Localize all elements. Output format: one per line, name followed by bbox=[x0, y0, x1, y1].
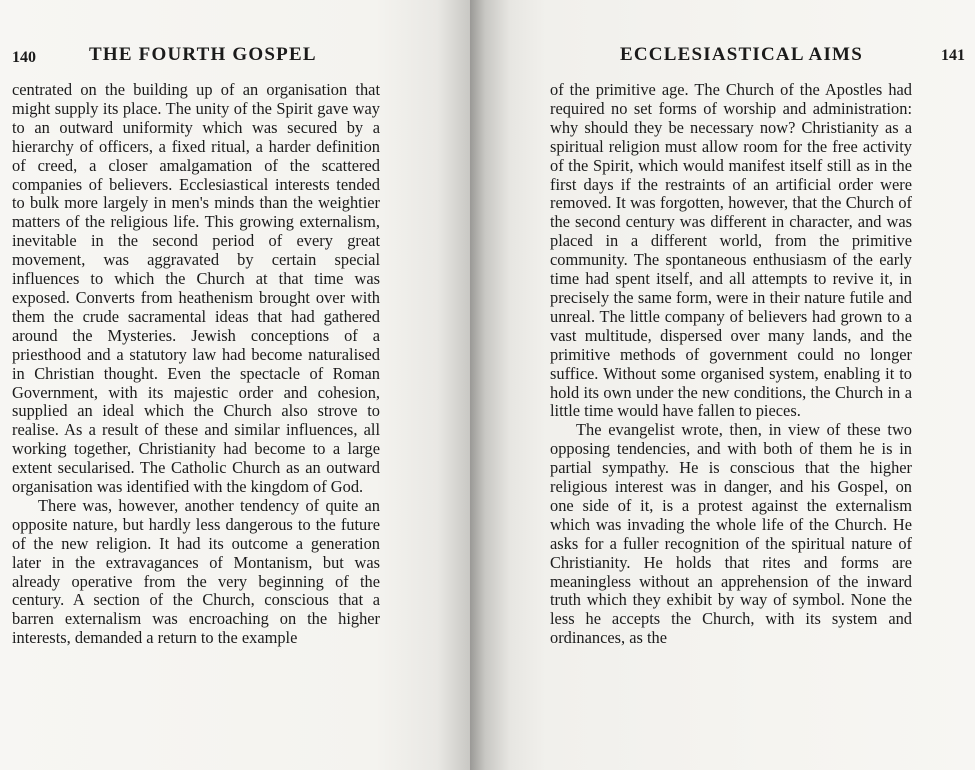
right-paragraph: The evangelist wrote, then, in view of these two opposing tendencies, and with both of them he is in partial sympathy. He is conscious that the higher religious interest was in danger, and his Gospel, on one side of it, is a protest against the externalism which was invading the whole life of the Church. He asks for a fuller recognition of the spiritual nature of Christianity. He holds that rites and forms are meaningless without an apprehension of the inward truth which they exhibit by way of symbol. None the less he accepts the Church, with its system and ordinances, as the bbox=[550, 420, 912, 648]
right-page bbox=[470, 0, 975, 770]
right-running-head-title: ECCLESIASTICAL AIMS bbox=[620, 44, 863, 65]
right-page-number: 141 bbox=[941, 47, 965, 64]
right-paragraph: of the primitive age. The Church of the Apostles had required no set forms of worship and administration: why should they be necessary now? Christianity as a spiritual religion must allow room for the free activity of the Spirit, which would manifest itself still as in the first days if the restraints of an artificial order were removed. It was forgotten, however, that the Church of the second century was different in character, and was placed in a different world, from the primitive community. The spontaneous enthusiasm of the early time had spent itself, and all attempts to revive it, in precisely the same form, were in their nature futile and unreal. The little company of believers had grown to a vast multitude, dispersed over many lands, and the primitive methods of government could no longer suffice. Without some organised system, enabling it to hold its own under the new conditions, the Church in a little time would have fallen to pieces. bbox=[550, 80, 912, 421]
left-paragraph: centrated on the building up of an organisation that might supply its place. The unity of the Spirit gave way to an outward uniformity which was secured by a hierarchy of officers, a fixed ritual, a harder definition of creed, a closer amalgamation of the scattered companies of believers. Ecclesiastical interests tended to bulk more largely in men's minds than the weightier matters of the religious life. This growing externalism, inevitable in the second period of every great movement, was aggravated by certain special influences to which the Church at that time was exposed. Converts from heathenism brought over with them the crude sacramental ideas that had gathered around the Mysteries. Jewish conceptions of a priesthood and a statutory law had become naturalised in Christian thought. Even the spectacle of Roman Government, with its majestic order and cohesion, supplied an ideal which the Church also strove to realise. As a result of these and similar influences, all working together, Christianity had become to a large extent secularised. The Catholic Church as an outward organisation was identified with the kingdom of God. bbox=[12, 80, 380, 497]
left-paragraph: There was, however, another tendency of quite an opposite nature, but hardly less dangerous to the future of the new religion. It had its outcome a generation later in the extravagances of Montanism, but was already operative from the very beginning of the century. A section of the Church, conscious that a barren externalism was encroaching on the higher interests, demanded a return to the example bbox=[12, 495, 380, 648]
left-running-head-title: THE FOURTH GOSPEL bbox=[89, 44, 317, 65]
left-page bbox=[0, 0, 470, 770]
left-body-text bbox=[12, 81, 380, 648]
left-page-number: 140 bbox=[12, 49, 36, 66]
right-body-text bbox=[550, 81, 912, 648]
